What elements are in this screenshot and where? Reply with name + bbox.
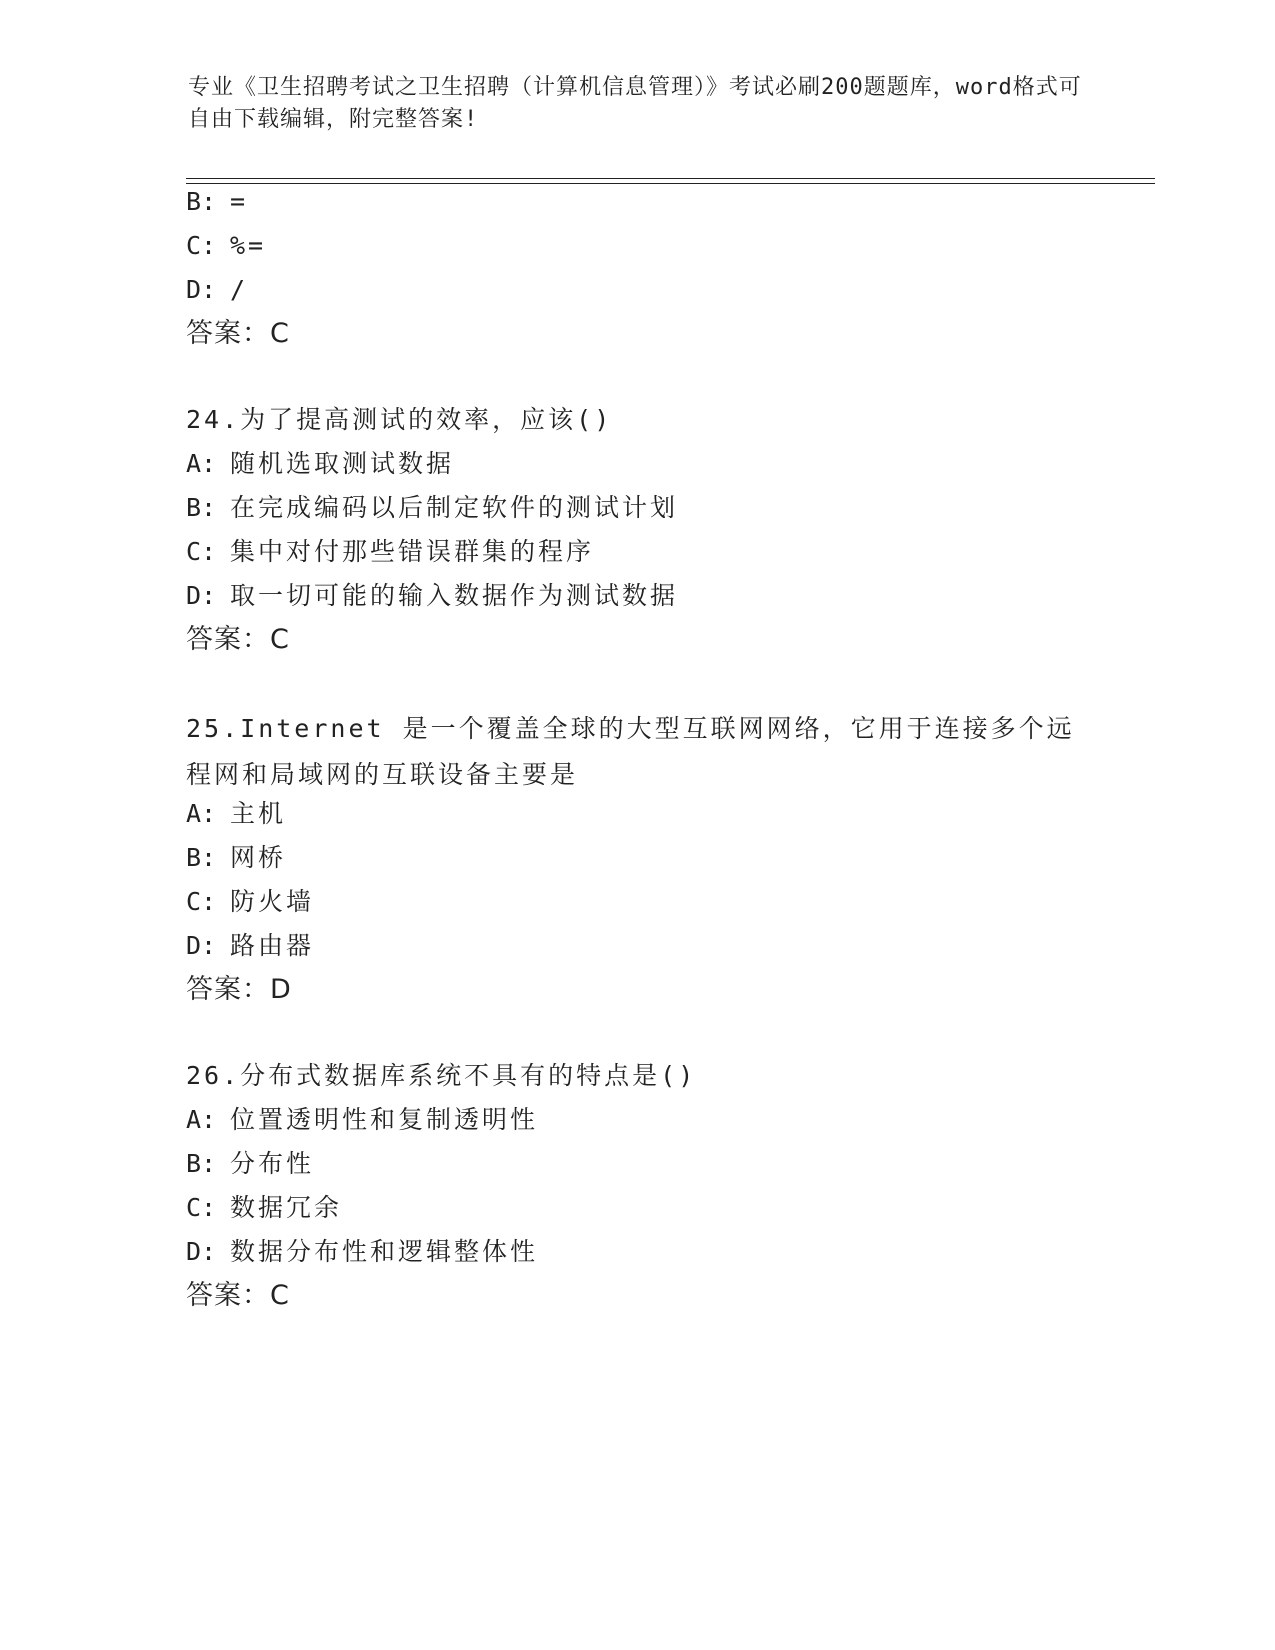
option-text: 集中对付那些错误群集的程序 xyxy=(230,537,595,566)
option-label: B: xyxy=(186,1149,217,1178)
option-label: D: xyxy=(186,581,217,610)
option-label: D: xyxy=(186,275,217,304)
option-label: D: xyxy=(186,1237,217,1266)
option-text: 网桥 xyxy=(230,843,287,872)
question-24: 24.为了提高测试的效率，应该() xyxy=(186,405,613,434)
option-label: D: xyxy=(186,931,217,960)
option-label: A: xyxy=(186,449,217,478)
header-rule-bottom xyxy=(186,183,1155,184)
option-text: 防火墙 xyxy=(230,887,315,916)
option-d xyxy=(186,274,248,306)
option-a xyxy=(186,798,286,830)
option-text: 在完成编码以后制定软件的测试计划 xyxy=(230,493,679,522)
option-d xyxy=(186,1236,538,1268)
option-text: 随机选取测试数据 xyxy=(230,449,455,478)
option-text: = xyxy=(230,187,249,216)
option-c xyxy=(186,536,594,568)
option-label: B: xyxy=(186,843,217,872)
option-c xyxy=(186,230,266,262)
option-label: A: xyxy=(186,1105,217,1134)
option-text: 主机 xyxy=(230,799,287,828)
option-d xyxy=(186,930,314,962)
option-text: 路由器 xyxy=(230,931,315,960)
option-c xyxy=(186,886,314,918)
header-rule-top xyxy=(186,178,1155,179)
answer-line: 答案：C xyxy=(186,318,290,349)
question-25: 25.Internet 是一个覆盖全球的大型互联网网络，它用于连接多个远程网和局域网的互联设备主要是 xyxy=(186,714,1075,789)
option-a xyxy=(186,448,454,480)
option-text: 分布性 xyxy=(230,1149,315,1178)
option-text: %= xyxy=(230,231,267,260)
answer-line: 答案：C xyxy=(186,1280,290,1311)
option-text: / xyxy=(230,275,249,304)
option-label: C: xyxy=(186,231,217,260)
option-label: C: xyxy=(186,537,217,566)
option-label: A: xyxy=(186,799,217,828)
option-c xyxy=(186,1192,342,1224)
option-label: C: xyxy=(186,887,217,916)
option-label: B: xyxy=(186,493,217,522)
answer-line: 答案：D xyxy=(186,974,292,1005)
option-label: C: xyxy=(186,1193,217,1222)
question-26: 26.分布式数据库系统不具有的特点是() xyxy=(186,1061,697,1090)
option-d xyxy=(186,580,678,612)
option-b xyxy=(186,842,286,874)
option-text: 位置透明性和复制透明性 xyxy=(230,1105,539,1134)
option-b xyxy=(186,1148,314,1180)
option-text: 数据冗余 xyxy=(230,1193,343,1222)
option-b xyxy=(186,186,248,218)
document-header: 专业《卫生招聘考试之卫生招聘（计算机信息管理）》考试必刷200题题库，word格式可自由下载编辑，附完整答案! xyxy=(188,75,1082,132)
option-label: B: xyxy=(186,187,217,216)
answer-line: 答案：C xyxy=(186,624,290,655)
option-b xyxy=(186,492,678,524)
option-text: 取一切可能的输入数据作为测试数据 xyxy=(230,581,679,610)
option-a xyxy=(186,1104,538,1136)
option-text: 数据分布性和逻辑整体性 xyxy=(230,1237,539,1266)
